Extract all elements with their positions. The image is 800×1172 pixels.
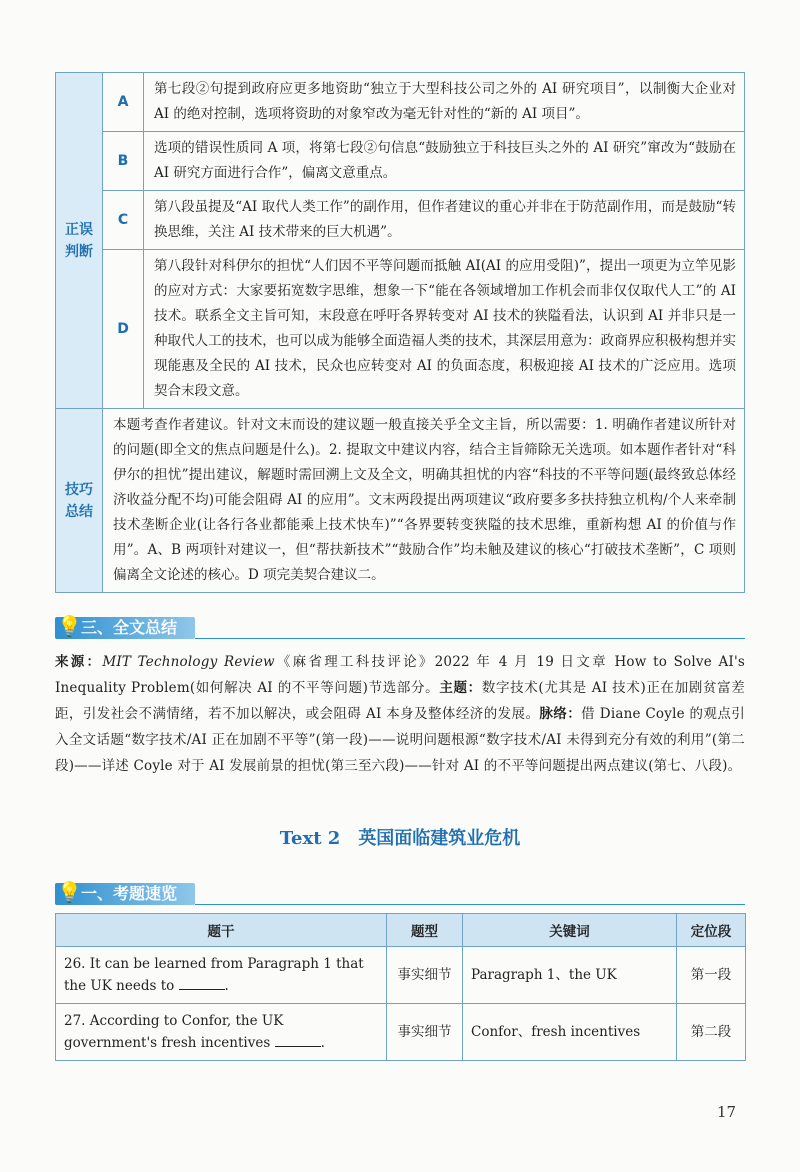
question-stem: 27. According to Confor, the UK government's fresh incentives .: [56, 1004, 387, 1061]
group-label-text: 技巧总结: [65, 481, 93, 520]
section-header-rule: [195, 904, 745, 905]
option-row-a: [56, 73, 745, 132]
page-number: 17: [717, 1103, 737, 1121]
lightbulb-icon: 💡: [57, 880, 82, 904]
option-text-d: 第八段针对科伊尔的担忧“人们因不平等问题而抵触 AI(AI 的应用受阻)”，提出一项更为立竿见影的应对方式：大家要拓宽数字思维，想象一下“能在各领域增加工作机会而非仅仅取代人工”的 AI 技术。联系全文主旨可知，末段意在呼吁各界转变对 AI 技术的狭隘看法，认识到 AI 并非只是一种取代人工的技术，也可以成为能够全面造福人类的技术，其深层用意为：政商界应积极构想并实现能惠及全民的 AI 技术，民众也应转变对 AI 的负面态度，积极迎接 AI 技术的广泛应用。选项契合末段文意。: [144, 250, 745, 409]
lightbulb-icon: 💡: [57, 614, 82, 638]
context-label: 脉络：: [539, 706, 582, 722]
text-number: Text 2: [279, 828, 341, 849]
page-content: [55, 72, 745, 1061]
section-header-rule: [195, 638, 745, 639]
answer-blank: [275, 1032, 321, 1047]
section-header-overview: [55, 877, 745, 907]
text-title: 英国面临建筑业危机: [358, 828, 521, 849]
theme-label: 主题：: [439, 680, 482, 696]
table-row: [56, 947, 746, 1004]
question-stem: 26. It can be learned from Paragraph 1 that the UK needs to .: [56, 947, 387, 1004]
option-text-c: 第八段虽提及“AI 取代人类工作”的副作用，但作者建议的重心并非在于防范副作用，而是鼓励“转换思维，关注 AI 技术带来的巨大机遇”。: [144, 191, 745, 250]
question-keywords: Paragraph 1、the UK: [463, 947, 677, 1004]
text-2-heading: [55, 819, 745, 859]
context-text: 借 Diane Coyle 的观点引入全文话题“数字技术/AI 正在加剧不平等”(第一段)——说明问题根源“数字技术/AI 未得到充分有效的利用”(第二段)——详述 Coyle 对于 AI 发展前景的担忧(第三至六段)——针对 AI 的不平等问题提出两点建议(第七、八段)。: [55, 706, 745, 774]
section-header-summary: [55, 611, 745, 641]
group-label-skills: [56, 409, 103, 593]
question-type: 事实细节: [387, 947, 463, 1004]
header-paragraph: 定位段: [677, 914, 746, 947]
theme-text: 数字技术(尤其是 AI 技术)正在加剧贫富差距，引发社会不满情绪，若不加以解决，或会阻碍 AI 本身及整体经济的发展。: [55, 680, 745, 722]
header-type: 题型: [387, 914, 463, 947]
section-title: 三、全文总结: [81, 618, 178, 637]
question-keywords: Confor、fresh incentives: [463, 1004, 677, 1061]
answer-blank: [179, 975, 225, 990]
section-title: 一、考题速览: [81, 884, 178, 903]
option-analysis-table: [55, 72, 745, 593]
source-journal: MIT Technology Review: [102, 654, 275, 670]
skill-summary-text: 本题考查作者建议。针对文末而设的建议题一般直接关乎全文主旨，所以需要：1. 明确作者建议所针对的问题(即全文的焦点问题是什么)。2. 提取文中建议内容，结合主旨筛除无关选项。如本题作者针对“科伊尔的担忧”提出建议，解题时需回溯上文及全文，明确其担忧的内容“科技的不平等问题(最终致总体经济收益分配不均)可能会阻碍 AI 的应用”。文末两段提出两项建议“政府要多多扶持独立机构/个人来牵制技术垄断企业(让各行各业都能乘上技术快车)”“各界要转变狭隘的技术思维，重新构想 AI 的价值与作用”。A、B 两项针对建议一，但“帮扶新技术”“鼓励合作”均未触及建议的核心“打破技术垄断”，C 项则偏离全文论述的核心。D 项完美契合建议二。: [103, 409, 745, 593]
table-row: [56, 1004, 746, 1061]
question-overview-table: [55, 913, 746, 1061]
option-letter-b: B: [103, 132, 144, 191]
question-type: 事实细节: [387, 1004, 463, 1061]
group-label-text: 正误判断: [65, 221, 93, 260]
option-row-c: [56, 191, 745, 250]
option-text-a: 第七段②句提到政府应更多地资助“独立于大型科技公司之外的 AI 研究项目”，以制衡大企业对 AI 的绝对控制，选项将资助的对象窄改为毫无针对性的“新的 AI 项目”。: [144, 73, 745, 132]
source-text: 《麻省理工科技评论》2022 年 4 月 19 日文章 How to Solve AI's Inequality Problem(如何解决 AI 的不平等问题)节选部分。: [55, 654, 745, 696]
source-label: 来源：: [55, 654, 103, 670]
header-stem: 题干: [56, 914, 387, 947]
option-text-b: 选项的错误性质同 A 项，将第七段②句信息“鼓励独立于科技巨头之外的 AI 研究”窜改为“鼓励在 AI 研究方面进行合作”，偏离文意重点。: [144, 132, 745, 191]
full-text-summary: [55, 649, 745, 779]
summary-row: [56, 409, 745, 593]
option-letter-c: C: [103, 191, 144, 250]
group-label-judgement: [56, 73, 103, 409]
header-keywords: 关键词: [463, 914, 677, 947]
question-paragraph: 第二段: [677, 1004, 746, 1061]
option-letter-d: D: [103, 250, 144, 409]
option-letter-a: A: [103, 73, 144, 132]
option-row-b: [56, 132, 745, 191]
table-header-row: [56, 914, 746, 947]
question-paragraph: 第一段: [677, 947, 746, 1004]
option-row-d: [56, 250, 745, 409]
